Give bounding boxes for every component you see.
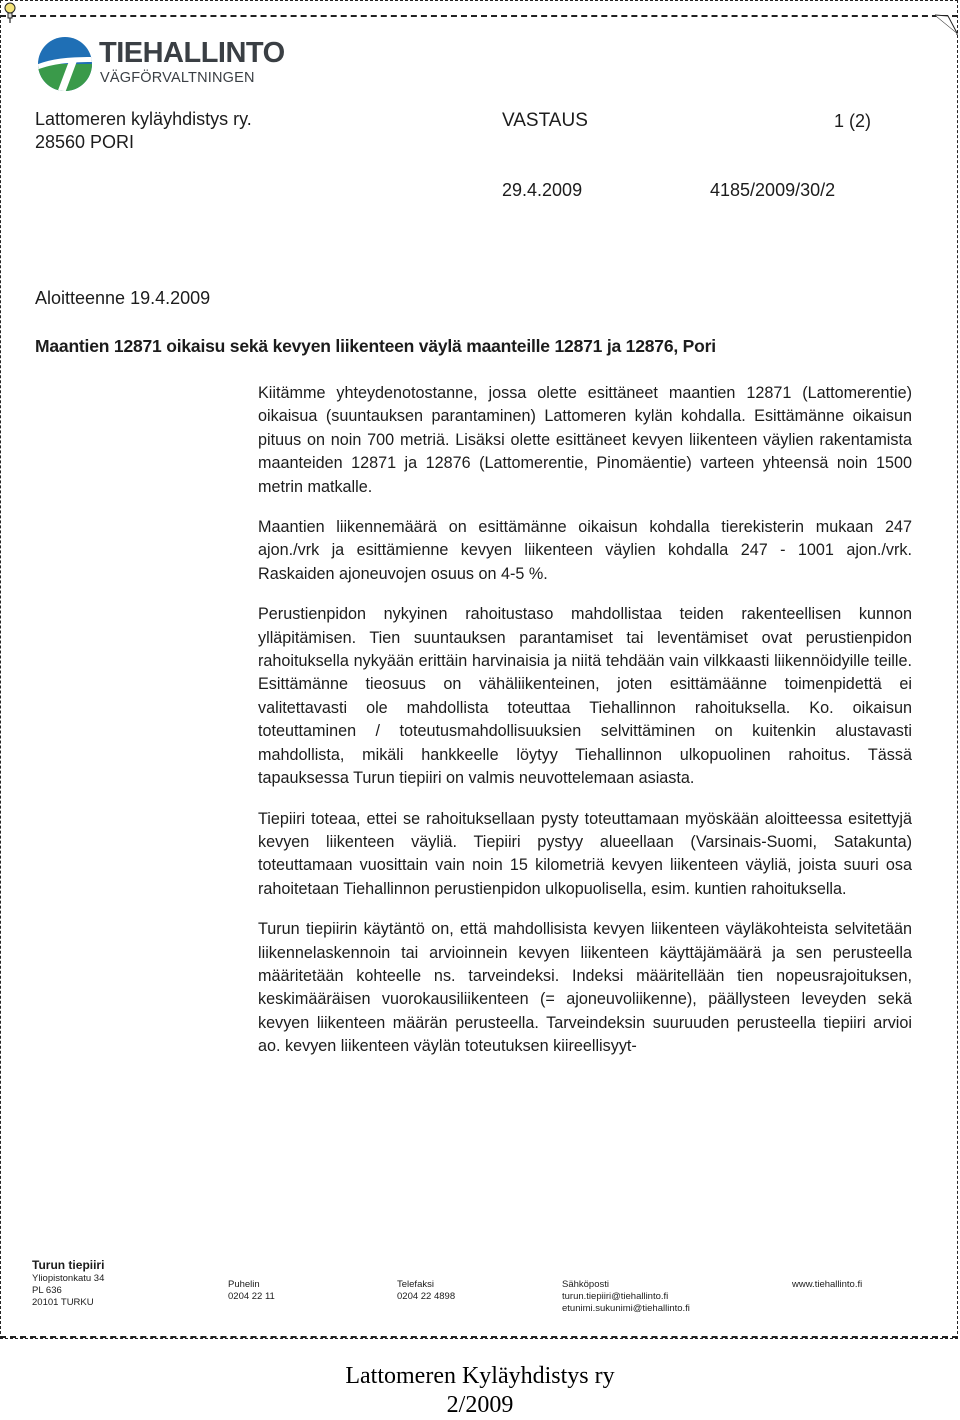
- footer-fax-value: 0204 22 4898: [397, 1291, 456, 1302]
- recipient-name: Lattomeren kyläyhdistys ry.: [35, 109, 252, 129]
- footer-email-value: etunimi.sukunimi@tiehallinto.fi: [562, 1303, 690, 1314]
- footer-office-name: Turun tiepiiri: [32, 1258, 105, 1272]
- letter-date: 29.4.2009: [502, 180, 583, 200]
- footer-phone: [228, 1279, 275, 1303]
- letter-body: [258, 382, 912, 1076]
- footer-email-value: turun.tiepiiri@tiehallinto.fi: [562, 1291, 669, 1302]
- footer-email-label: Sähköposti: [562, 1279, 610, 1290]
- tiehallinto-logo: [36, 35, 285, 95]
- page-number: 1 (2): [834, 111, 872, 131]
- footer-office-box: PL 636: [32, 1285, 62, 1296]
- tiehallinto-emblem-icon: [36, 35, 94, 93]
- org-name: TIEHALLINTO: [99, 37, 285, 69]
- footer-office-city: 20101 TURKU: [32, 1297, 94, 1308]
- recipient-address: 28560 PORI: [35, 132, 135, 152]
- body-paragraph: Maantien liikennemäärä on esittämänne oikaisun kohdalla tierekisterin mukaan 247 ajon./vrk ja esittämienne kevyen liikenteen väylien kohdalla 247 - 1001 ajon./vrk. Raskaiden ajoneuvojen osuus on 4-5 %.: [258, 518, 912, 583]
- footer-fax: [397, 1279, 455, 1303]
- footer-phone-label: Puhelin: [228, 1279, 260, 1290]
- footer-office-street: Yliopistonkatu 34: [32, 1273, 105, 1284]
- footer-web: www.tiehallinto.fi: [792, 1279, 863, 1290]
- doc-type: VASTAUS: [502, 110, 588, 131]
- body-paragraph: Tiepiiri toteaa, ettei se rahoituksellaan pysty toteuttamaan myöskään aloitteessa esitettyjä kevyen liikenteen väyliä. Tiepiiri pystyy alueellaan (Varsinais-Suomi, Satakunta) toteuttamaan vuosittain vain noin 15 kilometriä kevyen liikenteen väyliä, joista suuri osa rahoitetaan Tiehallinnon perustienpidon ulkopuolisella, esim. kuntien rahoituksella.: [258, 809, 912, 898]
- reference-number: 4185/2009/30/2: [710, 180, 836, 200]
- body-paragraph: Kiitämme yhteydenotostanne, jossa olette esittäneet maantien 12871 (Lattomerentie) oikaisua (suuntauksen parantaminen) Lattomeren kylän kohdalla. Esittämänne oikaisun pituus on noin 700 metriä. Lisäksi olette esittäneet kevyen liikenteen väylien rakentamista maanteiden 12871 ja 12876 (Lattomerentie, Pinomäentie) varteen yhteensä noin 1500 metrin matkalle.: [258, 384, 912, 496]
- body-paragraph: Perustienpidon nykyinen rahoitustaso mahdollistaa teiden rakenteellisen kunnon ylläpitämisen. Tien suuntauksen parantamiset tai leventämiset ovat perustienpidon rahoituksella nykyään erittäin harvinaisia ja niitä tehdään vain vilkkaasti liikennöidyille teille. Esittämänne tieosuus on vähäliikenteinen, joten esittämäänne toimenpidettä ei valitettavasti ole mahdollista toteuttaa Tiehallinnon rahoituksella. Ko. oikaisun toteuttaminen / toteutusmahdollisuuksien selvittäminen on kuitenkin alustavasti mahdollista, mikäli hankkeelle löytyy Tiehallinnon ulkopuolinen rahoitus. Tässä tapauksessa Turun tiepiiri on valmis neuvottelemaan asiasta.: [258, 605, 912, 788]
- initiative-date: Aloitteenne 19.4.2009: [35, 288, 211, 308]
- org-subname: VÄGFÖRVALTNINGEN: [100, 70, 255, 86]
- letter-title: Maantien 12871 oikaisu sekä kevyen liikenteen väylä maanteille 12871 ja 12876, Pori: [35, 336, 716, 356]
- footer-phone-value: 0204 22 11: [228, 1291, 275, 1302]
- caption-issue: 2/2009: [446, 1392, 514, 1418]
- footer-office: [32, 1259, 104, 1309]
- body-paragraph: Turun tiepiirin käytäntö on, että mahdollisista kevyen liikenteen väyläkohteista selvitetään liikennelaskennoin tai arvioinnein kevyen liikenteen käyttäjämäärä ja sen perusteella määritetään kohteelle ns. tarveindeksi. Indeksi määritellään tien nopeusrajoituksen, keskimääräisen vuorokausiliikenteen (= ajoneuvoliikenne), päällysteen leveyden sekä kevyen liikenteen määrän perusteella. Tarveindeksin suuruuden perusteella tiepiiri arvioi ao. kevyen liikenteen väylän toteutuksen kiireellisyyt-: [258, 920, 912, 1056]
- footer-email: [562, 1279, 690, 1315]
- caption-publisher: Lattomeren Kyläyhdistys ry: [345, 1363, 615, 1389]
- footer-fax-label: Telefaksi: [397, 1279, 434, 1290]
